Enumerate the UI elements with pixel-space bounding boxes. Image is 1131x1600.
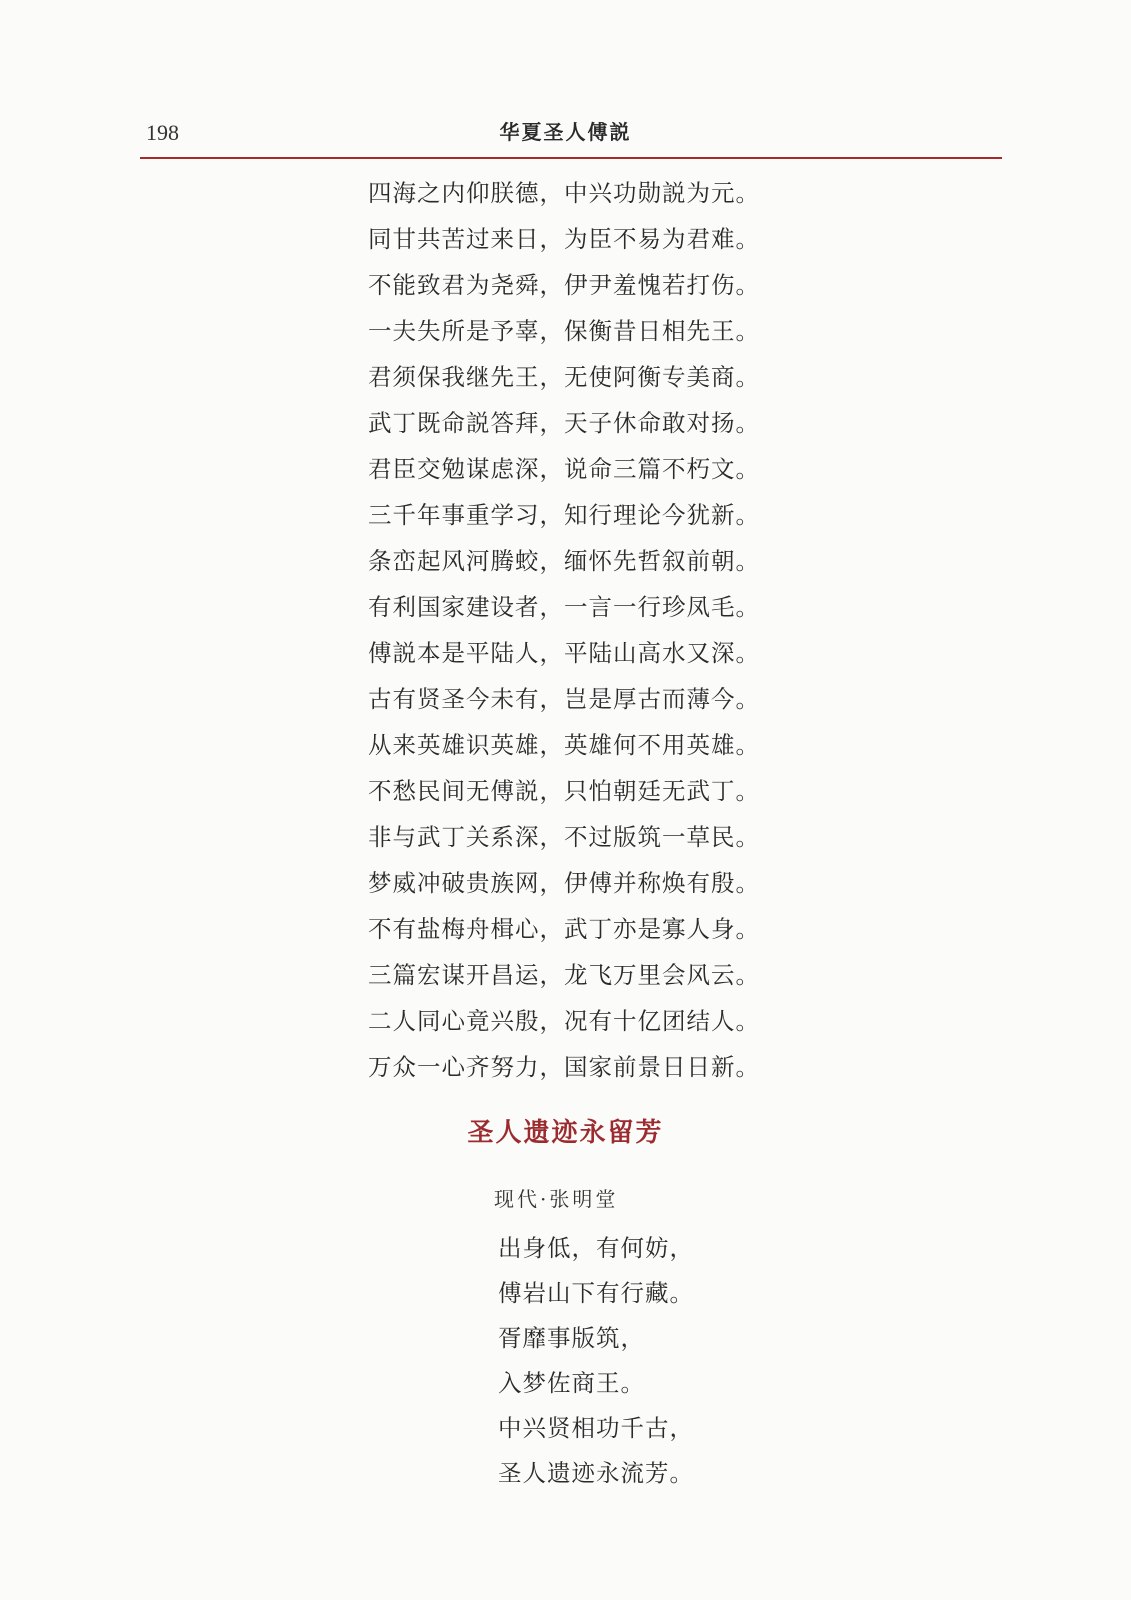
poem-line: 一夫失所是予辜，保衡昔日相先王。: [368, 317, 760, 345]
poem-line: 万众一心齐努力，国家前景日日新。: [368, 1053, 760, 1081]
poem-line: 傅岩山下有行藏。: [498, 1279, 694, 1307]
poem-line: 条峦起风河腾蛟，缅怀先哲叙前朝。: [368, 547, 760, 575]
poem-line: 古有贤圣今未有，岂是厚古而薄今。: [368, 685, 760, 713]
poem-line: 梦威冲破贵族网，伊傅并称焕有殷。: [368, 869, 760, 897]
poem-line: 入梦佐商王。: [498, 1369, 645, 1397]
poem-line: 三千年事重学习，知行理论今犹新。: [368, 501, 760, 529]
poem-line: 不有盐梅舟楫心，武丁亦是寡人身。: [368, 915, 760, 943]
poem-line: 有利国家建设者，一言一行珍凤毛。: [368, 593, 760, 621]
section-title: 圣人遗迹永留芳: [467, 1118, 664, 1148]
poem-line: 不愁民间无傅説，只怕朝廷无武丁。: [368, 777, 760, 805]
poem-line: 出身低，有何妨，: [498, 1234, 694, 1262]
poem-line: 三篇宏谋开昌运，龙飞万里会风云。: [368, 961, 760, 989]
poem-line: 四海之内仰朕德，中兴功勋説为元。: [368, 179, 760, 207]
poem-author: 现代·张明堂: [494, 1187, 619, 1211]
poem-body: [368, 170, 760, 1090]
running-header: 华夏圣人傅説: [499, 120, 632, 144]
poem-line: 君臣交勉谋虑深，说命三篇不朽文。: [368, 455, 760, 483]
page-number: 198: [146, 120, 179, 145]
poem-line: 中兴贤相功千古，: [498, 1414, 694, 1442]
poem-line: 非与武丁关系深，不过版筑一草民。: [368, 823, 760, 851]
poem-line: 同甘共苦过来日，为臣不易为君难。: [368, 225, 760, 253]
poem-line: 胥靡事版筑，: [498, 1324, 645, 1352]
poem-line: 君须保我继先王，无使阿衡专美商。: [368, 363, 760, 391]
poem-line: 傅説本是平陆人，平陆山高水又深。: [368, 639, 760, 667]
poem-line: 圣人遗迹永流芳。: [498, 1459, 694, 1487]
poem-line: 武丁既命説答拜，天子休命敢对扬。: [368, 409, 760, 437]
poem-line: 二人同心竟兴殷，况有十亿团结人。: [368, 1007, 760, 1035]
poem-line: 从来英雄识英雄，英雄何不用英雄。: [368, 731, 760, 759]
header-rule: [140, 157, 1002, 159]
poem-line: 不能致君为尧舜，伊尹羞愧若打伤。: [368, 271, 760, 299]
second-poem-body: [498, 1226, 694, 1496]
